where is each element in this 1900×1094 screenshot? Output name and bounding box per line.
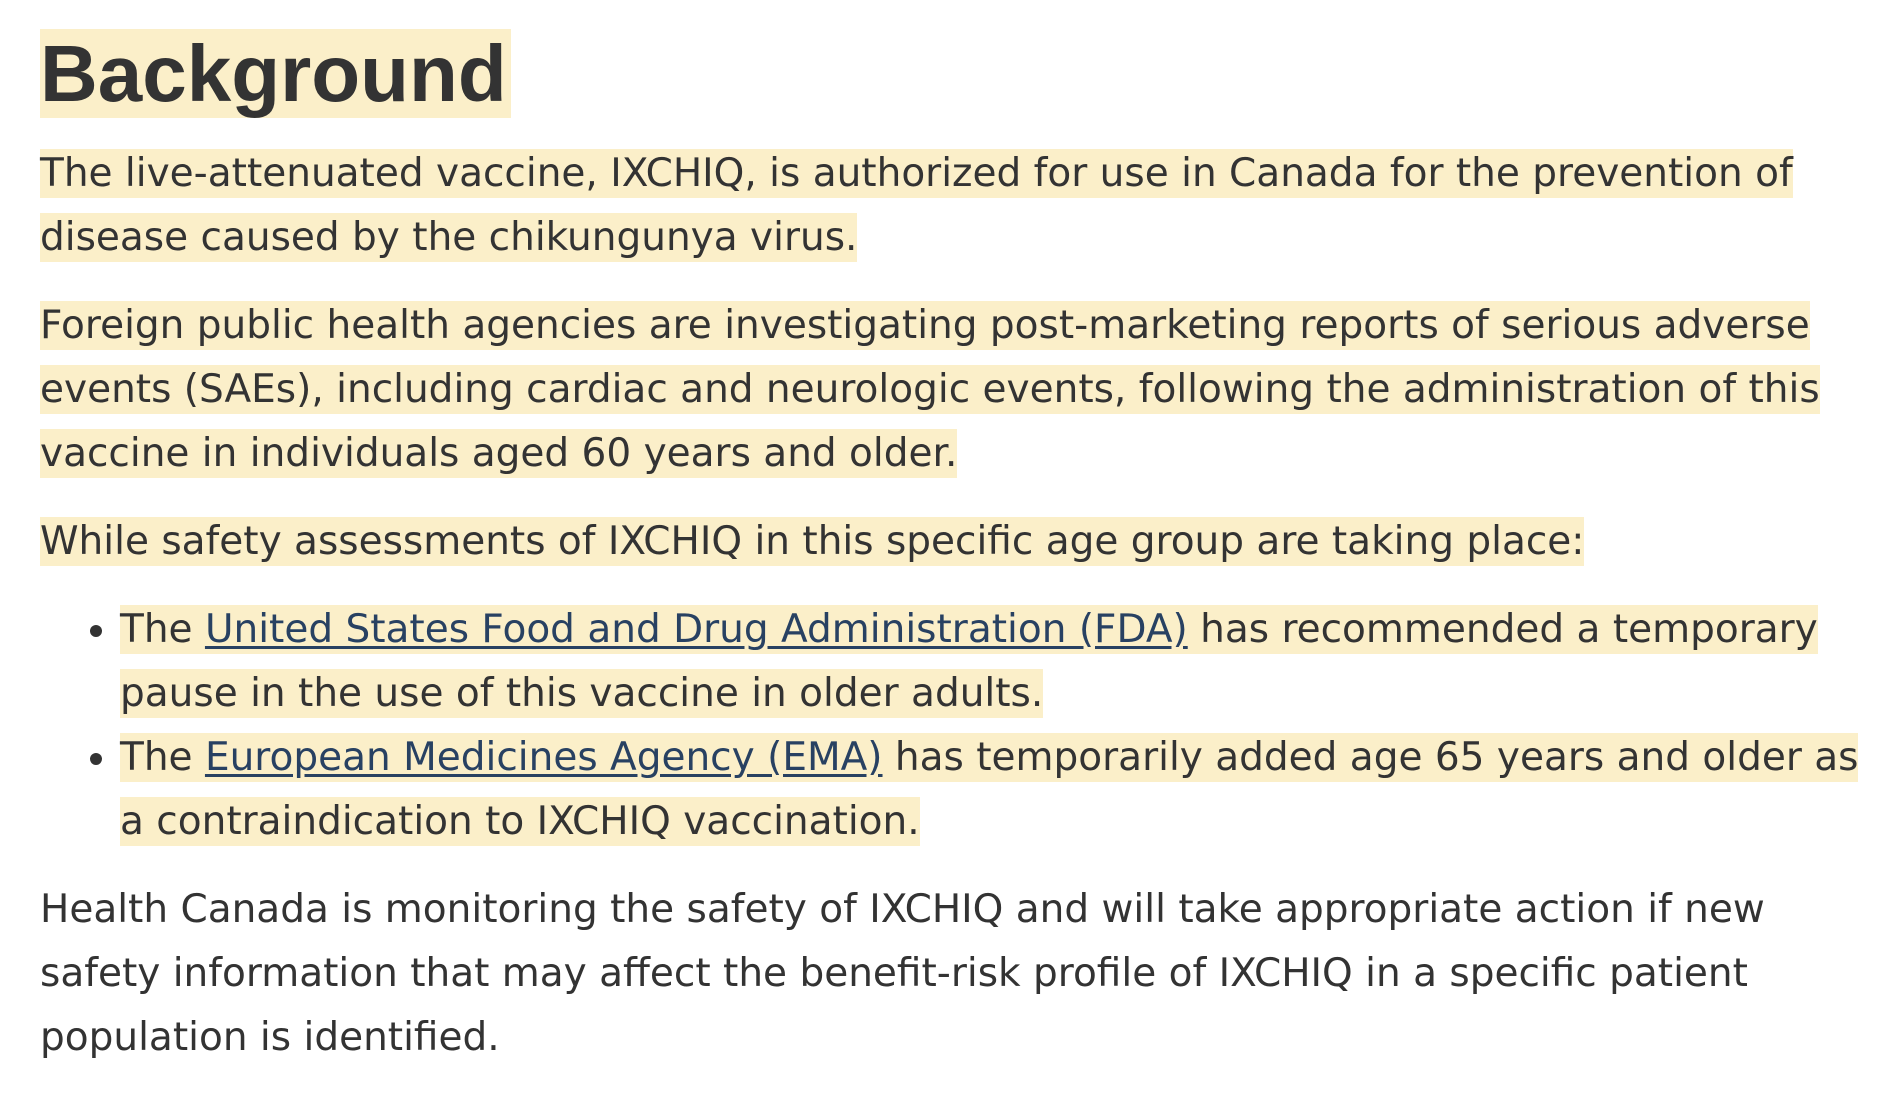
section-heading	[40, 28, 1890, 120]
list-item-fda-prefix: The	[120, 607, 205, 652]
fda-link[interactable]: United States Food and Drug Administration (FDA)	[204, 607, 1188, 652]
agency-actions-list	[40, 598, 1890, 854]
list-item-fda-text	[120, 605, 1818, 718]
paragraph-monitoring: Health Canada is monitoring the safety of IXCHIQ and will take appropriate action if new safety information that may affect the benefit-risk profile of IXCHIQ in a specific patient population is identified.	[40, 887, 1765, 1060]
article-section	[40, 28, 1890, 1094]
list-item-ema-suffix: has temporarily added age 65 years and older as a contraindication to IXCHIQ vaccination.	[120, 735, 1859, 844]
list-item-ema	[120, 726, 1890, 854]
paragraph-authorization	[40, 142, 1890, 270]
list-item-ema-prefix: The	[120, 735, 205, 780]
paragraph-assessment-intro	[40, 510, 1890, 574]
paragraph-authorization-text: The live-attenuated vaccine, IXCHIQ, is authorized for use in Canada for the prevention of disease caused by the chikungunya virus.	[40, 151, 1793, 260]
ema-link[interactable]: European Medicines Agency (EMA)	[204, 735, 883, 780]
paragraph-investigation-text: Foreign public health agencies are investigating post-marketing reports of serious adverse events (SAEs), including cardiac and neurologic events, following the administration of this vaccine in individuals aged 60 years and older.	[40, 303, 1820, 476]
list-item-fda-suffix: has recommended a temporary pause in the use of this vaccine in older adults.	[120, 607, 1818, 716]
heading-text: Background	[40, 29, 511, 118]
list-item-fda	[120, 598, 1890, 726]
paragraph-assessment-intro-text: While safety assessments of IXCHIQ in this specific age group are taking place:	[40, 519, 1585, 564]
list-item-ema-text	[120, 733, 1858, 846]
paragraph-investigation	[40, 294, 1890, 486]
